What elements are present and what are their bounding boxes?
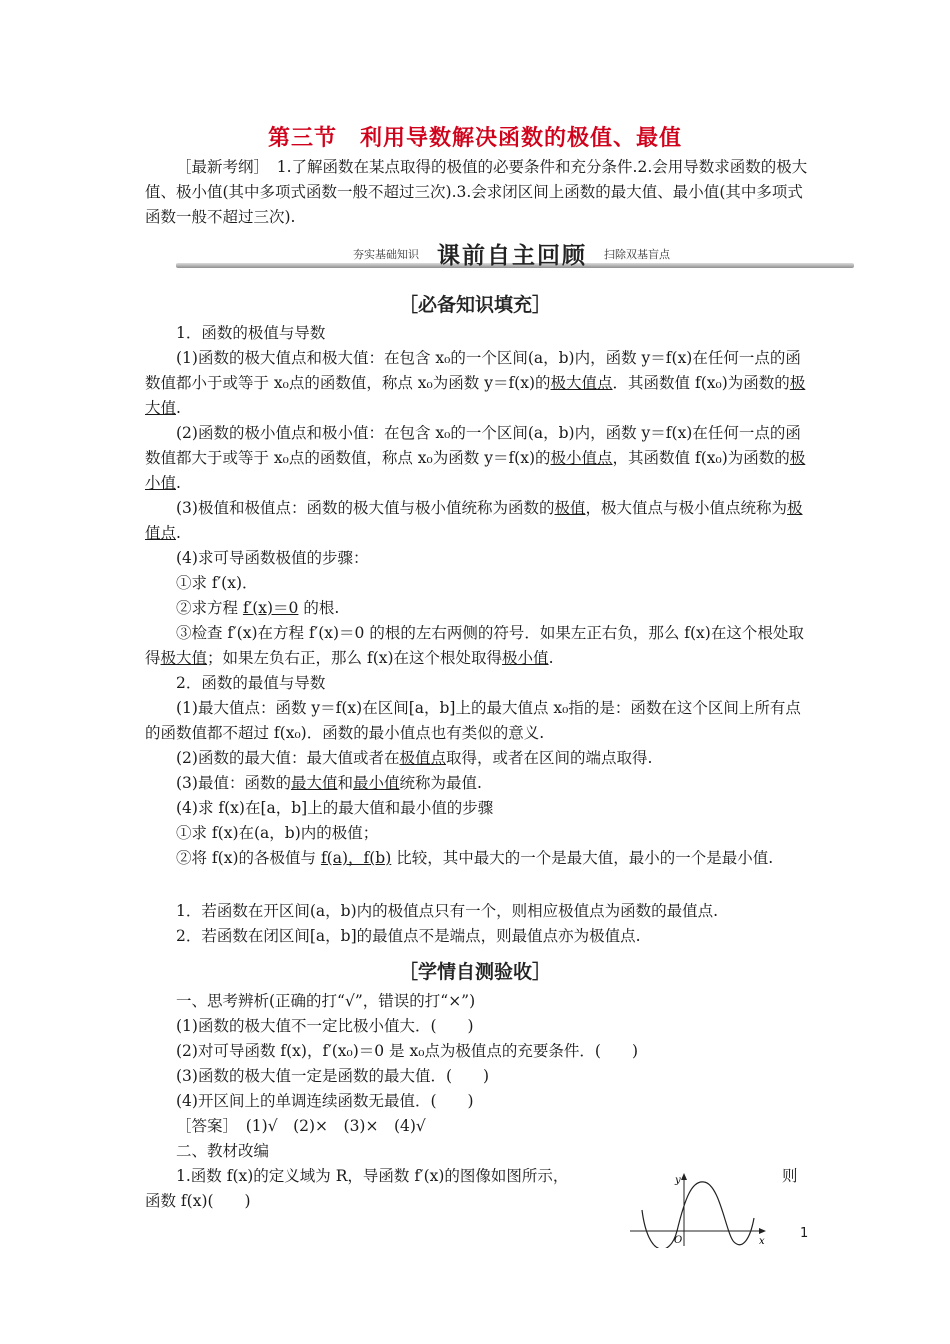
banner-right-text: 扫除双基盲点: [604, 248, 670, 261]
note-1: 1．若函数在开区间(a，b)内的极值点只有一个，则相应极值点为函数的最值点.: [176, 902, 719, 920]
q1-text-end: 则: [782, 1167, 798, 1185]
s1-step-2: ②求方程 f′(x)＝0 的根.: [176, 599, 340, 617]
s1-para-4: (4)求可导函数极值的步骤：: [176, 549, 369, 567]
term-endpoints: f(a)，f(b): [320, 849, 392, 867]
s1-para-1: (1)函数的极大值点和极大值：在包含 x₀的一个区间(a，b)内，函数 y＝f(x)在任何一点的函数值都小于或等于 x₀点的函数值，称点 x₀为函数 y＝f(x)的极大值点．其函数值 f(x₀)为函数的极大值.: [145, 349, 806, 417]
s2-step-1: ①求 f(x)在(a，b)内的极值；: [176, 824, 379, 842]
term-minimum: 最小值: [353, 774, 400, 792]
term-max-point: 极大值点: [550, 374, 613, 392]
s2-para-3: (3)最值：函数的最大值和最小值统称为最值.: [176, 774, 482, 792]
heading-selftest: ［学情自测验收］: [398, 961, 551, 983]
term-max-value: 极大值: [145, 374, 806, 417]
section-banner: [176, 236, 854, 270]
term-extreme-point: 极值点: [399, 749, 446, 767]
s2-step-2: ②将 f(x)的各极值与 f(a)，f(b) 比较，其中最大的一个是最大值，最小的一个是最小值.: [176, 849, 774, 867]
term-step3-min: 极小值: [502, 649, 549, 667]
graph-x-label: x: [759, 1236, 765, 1247]
banner-left-text: 夯实基础知识: [353, 248, 419, 261]
s1-step-1: ①求 f′(x)．: [176, 574, 258, 592]
s1-step-3: ③检查 f′(x)在方程 f′(x)＝0 的根的左右两侧的符号．如果左正右负，那么 f(x)在这个根处取得极大值；如果左负右正，那么 f(x)在这个根处取得极小值.: [145, 624, 804, 667]
q-item-3: (3)函数的极大值一定是函数的最大值．( ): [176, 1067, 490, 1085]
s2-para-2: (2)函数的最大值：最大值或者在极值点取得，或者在区间的端点取得.: [176, 749, 653, 767]
page-title: 第三节 利用导数解决函数的极值、最值: [267, 126, 682, 151]
term-step3-max: 极大值: [160, 649, 208, 667]
term-min-value: 极小值: [145, 449, 806, 492]
page-number: 1: [800, 1226, 809, 1241]
q-heading: 一、思考辨析(正确的打“√”，错误的打“×”): [176, 992, 476, 1010]
s1-para-2: (2)函数的极小值点和极小值：在包含 x₀的一个区间(a，b)内，函数 y＝f(x)在任何一点的函数值都大于或等于 x₀点的函数值，称点 x₀为函数 y＝f(x)的极小值点，其函数值 f(x₀)为函数的极小值.: [145, 424, 806, 492]
graph-y-label: y: [675, 1175, 681, 1186]
term-equation: f′(x)＝0: [242, 599, 299, 617]
q-item-4: (4)开区间上的单调连续函数无最值．( ): [176, 1092, 474, 1110]
q-item-2: (2)对可导函数 f(x)，f′(x₀)＝0 是 x₀点为极值点的充要条件．( ): [176, 1042, 639, 1060]
s2-heading: 2．函数的最值与导数: [176, 674, 326, 692]
note-2: 2．若函数在闭区间[a，b]的最值点不是端点，则最值点亦为极值点.: [176, 927, 641, 945]
term-extremum-point: 极值点: [145, 499, 803, 542]
s1-heading: 1．函数的极值与导数: [176, 324, 326, 342]
s2-para-4: (4)求 f(x)在[a，b]上的最大值和最小值的步骤: [176, 799, 494, 817]
heading-knowledge: ［必备知识填充］: [398, 294, 551, 316]
term-maximum: 最大值: [290, 774, 338, 792]
term-extremum: 极值: [554, 499, 586, 517]
q1-text-2: 函数 f(x)( ): [145, 1192, 251, 1210]
term-min-point: 极小值点: [550, 449, 613, 467]
q-answer: ［答案］ (1)√ (2)× (3)× (4)√: [176, 1117, 426, 1135]
s1-para-3: (3)极值和极值点：函数的极大值与极小值统称为函数的极值，极大值点与极小值点统称为极值点.: [145, 499, 803, 542]
derivative-graph: [630, 1168, 770, 1248]
q-heading-2: 二、教材改编: [176, 1142, 270, 1160]
syllabus-intro: ［最新考纲］ 1.了解函数在某点取得的极值的必要条件和充分条件.2.会用导数求函数的极大值、极小值(其中多项式函数一般不超过三次).3.会求闭区间上函数的最大值、最小值(其中多项式函数一般不超过三次).: [145, 158, 808, 226]
graph-origin-label: O: [674, 1235, 683, 1246]
q1-text: 1.函数 f(x)的定义域为 R，导函数 f′(x)的图像如图所示，: [176, 1167, 569, 1185]
q-item-1: (1)函数的极大值不一定比极小值大．( ): [176, 1017, 474, 1035]
s2-para-1: (1)最大值点：函数 y＝f(x)在区间[a，b]上的最大值点 x₀指的是：函数在这个区间上所有点的函数值都不超过 f(x₀)．函数的最小值点也有类似的意义.: [145, 699, 801, 742]
banner-title: 课前自主回顾: [437, 243, 587, 269]
